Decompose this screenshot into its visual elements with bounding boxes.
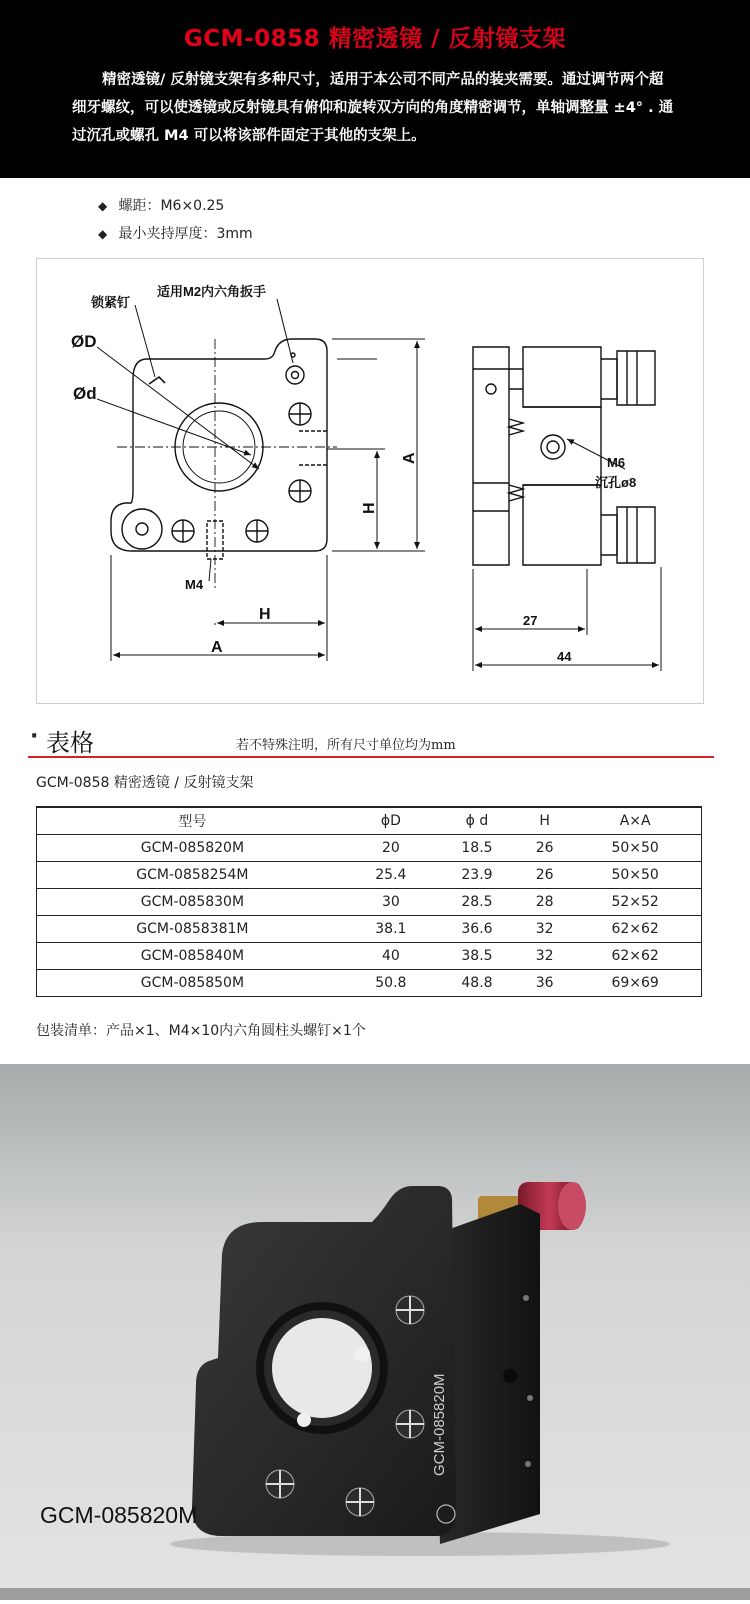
cell-outer-diameter: 50.8	[348, 970, 434, 997]
cell-size: 62×62	[569, 943, 701, 970]
cell-size: 50×50	[569, 835, 701, 862]
section-bullet: ·	[30, 724, 39, 749]
cell-size: 50×50	[569, 862, 701, 889]
cell-inner-diameter: 23.9	[434, 862, 520, 889]
label-a-horizontal: A	[211, 639, 223, 656]
cell-size: 69×69	[569, 970, 701, 997]
product-photo	[0, 1064, 750, 1600]
header-banner	[0, 0, 750, 178]
label-a-vertical: A	[401, 452, 418, 464]
cell-outer-diameter: 25.4	[348, 862, 434, 889]
label-phi-d: Ød	[73, 384, 97, 403]
cell-model: GCM-085840M	[37, 943, 348, 970]
section-title: 表格	[46, 729, 94, 757]
unit-note: 若不特殊注明，所有尺寸单位均为mm	[236, 738, 456, 753]
table-row	[37, 835, 702, 862]
package-list: 包装清单：产品×1、M4×10内六角圆柱头螺钉×1个	[36, 1023, 366, 1039]
cell-outer-diameter: 30	[348, 889, 434, 916]
label-counterbore: 沉孔ø8	[595, 475, 637, 490]
cell-height: 32	[520, 916, 569, 943]
cell-height: 26	[520, 862, 569, 889]
label-phi-D: ØD	[71, 332, 97, 351]
intro-text: 精密透镜/ 反射镜支架有多种尺寸，适用于本公司不同产品的装夹需要。通过调节两个超细牙螺纹，可以使透镜或反射镜具有俯仰和旋转双方向的角度精密调节，单轴调整量 ±4° . 通过沉孔或螺孔 M4 可以将该部件固定于其他的支架上。	[72, 72, 674, 144]
diamond-bullet-icon: ◆	[98, 227, 108, 241]
label-m6: M6	[607, 455, 626, 470]
spec-table	[36, 806, 702, 997]
cell-model: GCM-085830M	[37, 889, 348, 916]
cell-outer-diameter: 40	[348, 943, 434, 970]
table-row	[37, 862, 702, 889]
label-dim-27: 27	[523, 613, 538, 628]
col-header-size: A×A	[569, 807, 701, 835]
cell-height: 36	[520, 970, 569, 997]
cell-model: GCM-085820M	[37, 835, 348, 862]
cell-height: 26	[520, 835, 569, 862]
label-h-vertical: H	[361, 502, 378, 514]
cell-size: 52×52	[569, 889, 701, 916]
side-view	[473, 347, 655, 565]
table-row	[37, 970, 702, 997]
cell-size: 62×62	[569, 916, 701, 943]
label-m4: M4	[185, 577, 204, 592]
cell-outer-diameter: 38.1	[348, 916, 434, 943]
col-header-outer-diameter: ϕD	[348, 807, 434, 835]
spec-min-thickness: 最小夹持厚度：3mm	[118, 226, 253, 242]
page-title: GCM-0858 精密透镜 / 反射镜支架	[183, 26, 567, 52]
label-h-horizontal: H	[259, 606, 271, 623]
spec-item	[98, 192, 253, 220]
cell-model: GCM-0858381M	[37, 916, 348, 943]
spec-pitch: 螺距：M6×0.25	[118, 198, 225, 214]
cell-model: GCM-0858254M	[37, 862, 348, 889]
cell-height: 32	[520, 943, 569, 970]
section-header-table	[28, 722, 714, 758]
table-row	[37, 943, 702, 970]
cell-inner-diameter: 18.5	[434, 835, 520, 862]
cell-outer-diameter: 20	[348, 835, 434, 862]
photo-caption: GCM-085820M	[40, 1502, 198, 1528]
label-dim-44: 44	[557, 649, 572, 664]
col-header-model: 型号	[37, 807, 348, 835]
spec-list	[98, 192, 253, 248]
table-caption: GCM-0858 精密透镜 / 反射镜支架	[36, 775, 254, 791]
drawing-svg	[37, 259, 703, 703]
col-header-inner-diameter: ϕ d	[434, 807, 520, 835]
label-wrench: 适用M2内六角扳手	[157, 284, 267, 299]
cell-inner-diameter: 28.5	[434, 889, 520, 916]
diamond-bullet-icon: ◆	[98, 199, 108, 213]
col-header-height: H	[520, 807, 569, 835]
table-row	[37, 889, 702, 916]
engraved-model: GCM-085820M	[431, 1373, 448, 1476]
spec-item	[98, 220, 253, 248]
cell-height: 28	[520, 889, 569, 916]
cell-model: GCM-085850M	[37, 970, 348, 997]
cell-inner-diameter: 36.6	[434, 916, 520, 943]
cell-inner-diameter: 38.5	[434, 943, 520, 970]
technical-drawing	[36, 258, 704, 704]
label-lock-screw: 锁紧钉	[91, 295, 131, 310]
cell-inner-diameter: 48.8	[434, 970, 520, 997]
table-row	[37, 916, 702, 943]
front-view	[111, 339, 327, 559]
table-header-row	[37, 807, 702, 835]
